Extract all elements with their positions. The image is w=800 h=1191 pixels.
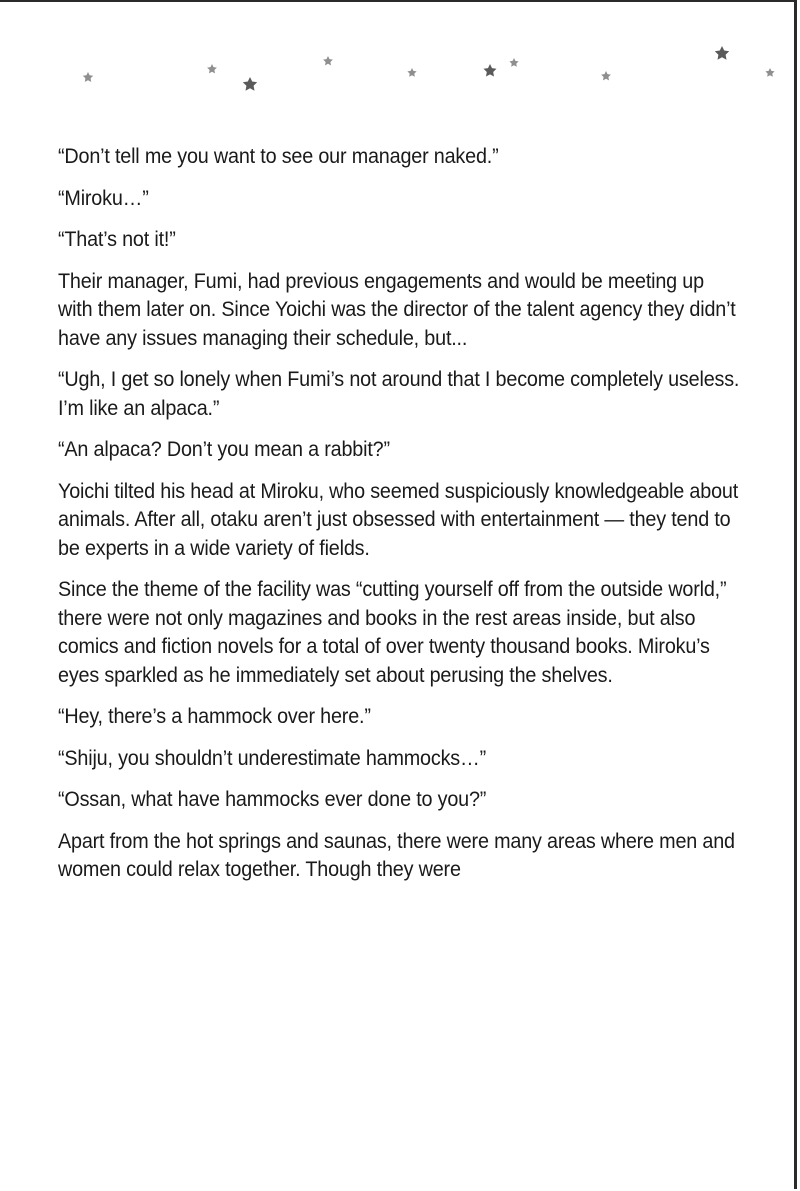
paragraph: “Shiju, you shouldn’t underestimate hammocks…” <box>58 745 487 770</box>
paragraph: “An alpaca? Don’t you mean a rabbit?” <box>58 437 390 461</box>
star-icon <box>323 56 333 65</box>
page-body-text <box>58 142 748 897</box>
star-icon <box>83 72 93 82</box>
paragraph: Apart from the hot springs and saunas, there were many areas where men and women could relax together. Though they were <box>58 828 735 881</box>
star-icon <box>484 64 497 76</box>
star-icon <box>601 71 611 80</box>
paragraph: Yoichi tilted his head at Miroku, who seemed suspiciously knowledgeable about animals. After all, otaku aren’t just obsessed with entertainment — they tend to be experts in a wide variety of fields. <box>58 478 739 560</box>
star-icon <box>765 68 774 77</box>
star-icon <box>407 68 416 77</box>
paragraph: Since the theme of the facility was “cutting yourself off from the outside world,” there were not only magazines and books in the rest areas inside, but also comics and fiction novels for a total of over twenty thousand books. Miroku’s eyes sparkled as he immediately set about perusing the shelves. <box>58 577 727 687</box>
star-icon <box>715 46 729 60</box>
decorative-stars <box>0 2 800 112</box>
paragraph: “Ugh, I get so lonely when Fumi’s not around that I become completely useless. I’m like an alpaca.” <box>58 367 740 420</box>
paragraph: “Ossan, what have hammocks ever done to you?” <box>58 787 487 811</box>
star-icon <box>243 77 257 91</box>
star-icon <box>509 58 518 67</box>
paragraph: “Miroku…” <box>58 185 149 210</box>
paragraph: “That’s not it!” <box>58 227 176 251</box>
star-icon <box>207 64 217 73</box>
paragraph: “Don’t tell me you want to see our manager naked.” <box>58 144 499 168</box>
paragraph: Their manager, Fumi, had previous engagements and would be meeting up with them later on. Since Yoichi was the director of the talent agency they didn’t have any issues managing their schedule, but... <box>58 268 736 350</box>
paragraph: “Hey, there’s a hammock over here.” <box>58 704 371 728</box>
